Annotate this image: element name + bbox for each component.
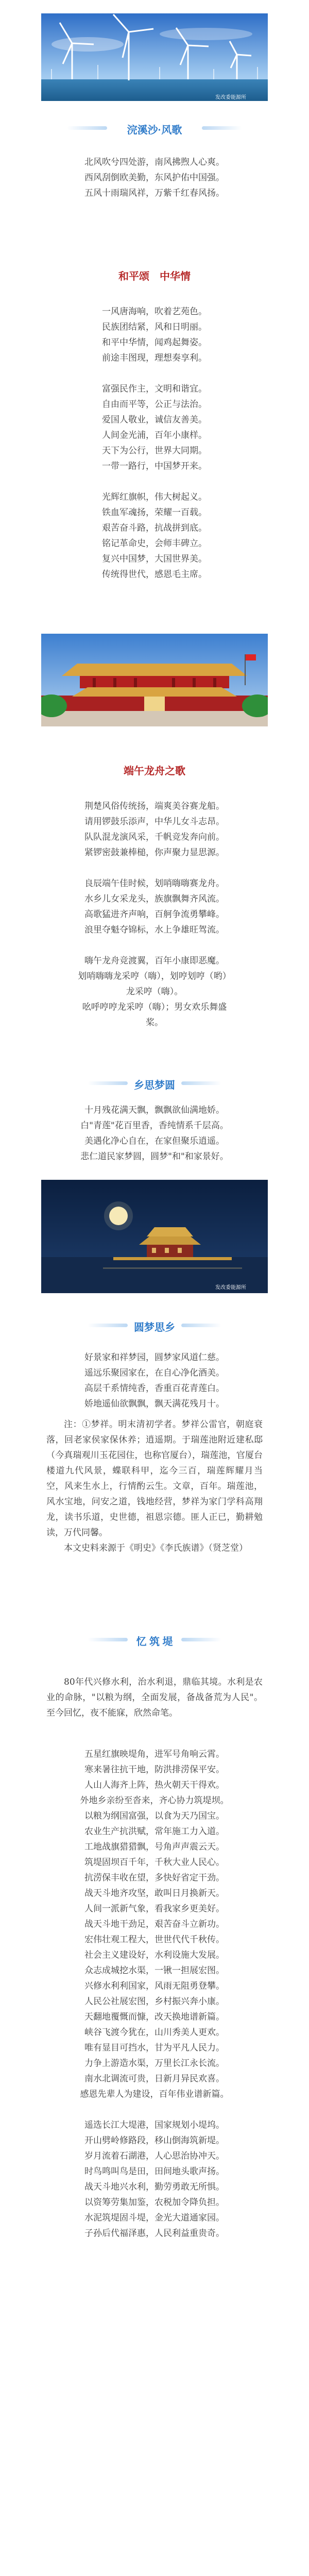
poem-line: 荆楚风俗传统扬，端爽美谷赛龙船。 — [84, 801, 225, 811]
poem-line: 铁血军魂扬，荣耀一百载。 — [102, 507, 207, 518]
poem-line: 子孙后代福泽惠，人民利益重贵奇。 — [84, 2228, 225, 2239]
poem-line: 抗涝保丰收在望，多快好省定干劲。 — [84, 1873, 225, 1883]
source-citation: 本文史料来源于《明史》《李氏族谱》（贤芝堂） — [64, 1543, 248, 1553]
poem-line: 外地乡亲纷至沓来，齐心协力筑堤坝。 — [80, 1795, 229, 1806]
poem-line: 社会主义建设好，水利设施大发展。 — [84, 1950, 225, 1960]
poem-line: 工地战旗猎猎飘，号角声声震云天。 — [84, 1842, 225, 1852]
poem-line: 高歌猛进齐声响，百舸争流勇攀峰。 — [84, 909, 225, 920]
poem-line: 民族团结紧，风和日明丽。 — [102, 322, 207, 332]
poem-line: 一带一路行，中国梦开来。 — [102, 461, 207, 471]
poem-line: 嗨午龙舟竞渡翼，百年小康即恶魔。 — [84, 956, 225, 966]
dike-intro — [46, 1674, 263, 1721]
heading-decoration-right — [181, 1324, 221, 1327]
poem-line: 西风刮倒欧美勤，东风护佑中国强。 — [84, 173, 225, 183]
poem-line: 前途丰图现，理想奏享利。 — [102, 353, 207, 363]
intro-paragraph: 80年代兴修水利，治水利退，鼎临其境。水利是农业的命脉，"以粮为纲，全面发展，备战备荒为人民"。至今回忆，夜不能寐，欣然命笔。 — [46, 1677, 263, 1718]
poem-dragon-boat — [0, 799, 309, 1030]
moon-pavilion-illustration — [41, 1180, 268, 1293]
section-title: 浣溪沙·风歌 — [127, 125, 182, 136]
poem-line: 五星红旗映堤角，进军号角响云霄。 — [84, 1749, 225, 1759]
poem-line: 宏伟壮观工程大，世世代代千秋传。 — [84, 1935, 225, 1945]
poem-line: 遥远乐聚园家在，在自心净化酒美。 — [84, 1368, 225, 1378]
moon-pavilion-photo — [41, 1180, 268, 1293]
tiananmen-illustration — [41, 634, 268, 726]
poem-line: 爱国人敬业，诚信友善美。 — [102, 415, 207, 425]
poem-line: 好景家和祥梦园，圆梦家风道仁慈。 — [84, 1352, 225, 1363]
poem-line: 请用锣鼓乐添声，中华儿女斗志昂。 — [84, 817, 225, 827]
poem-line: 力争上游造水渠，万里长江永长流。 — [84, 2058, 225, 2069]
poem-line: 美遇化净心自在，在家但聚乐逍遥。 — [84, 1136, 225, 1146]
poem-line: 水泥筑堤固斗堤，金光大道通家园。 — [84, 2213, 225, 2223]
poem-line: 一风唐海响，吹着艺苑色。 — [102, 307, 207, 317]
poem-line: 开山劈岭修路段，移山倒海筑新堤。 — [84, 2136, 225, 2146]
poem-line: 水乡儿女采龙头，族旗飘舞齐风流。 — [84, 894, 225, 904]
poem-peace-ode — [0, 304, 309, 582]
poem-line: 众志成城挖水渠，一锹一担展宏图。 — [84, 1965, 225, 1976]
poem-line: 天翻地覆慨而慷，改天换地谱新篇。 — [84, 2012, 225, 2022]
section-heading-dike — [0, 1633, 309, 1647]
photo-watermark: 发改委能源所 — [215, 1285, 246, 1291]
annotation-paragraph: 注：①梦祥。明末清初学者。梦祥公雷官，朝庭衰落，回老家侯家保休养；逍遥期。于瑞莲池附近建私邸（今真瑞观川玉花园住，也称官厦台），瑞莲池，官厦台楼道九代风景，蝶联科甲，迄今三百，瑞莲辉耀月当空，风来生水上，行情酌云生。文章，百年。瑞莲池，风水宝地，问安之道，钱地经营，梦祥为家门学科高翔龙，读书乐道，史世德，祖恩宗德。匪人正已，勤耕勉读，万代同馨。 — [46, 1419, 263, 1538]
poem-line: 人民公社展宏图，乡村振兴奔小康。 — [84, 1996, 225, 2007]
heading-decoration-right — [181, 1081, 221, 1085]
poem-line: 铭记革命史，会师丰碑立。 — [102, 538, 207, 549]
poem-line: 和平中华情，闻鸡起舞姿。 — [102, 337, 207, 348]
wind-turbine-illustration — [41, 13, 268, 101]
poem-line: 遥选长江大堤港，国家规划小堤坞。 — [84, 2120, 225, 2130]
poem-line: 唯有显目可挡水，甘为平凡人民力。 — [84, 2043, 225, 2053]
poem-line: 峡谷飞渡今犹在，山川秀美人更欢。 — [84, 2027, 225, 2038]
poem-line: 光辉红旗帜，伟大树起义。 — [102, 492, 207, 502]
poem-line: 时鸟鸣叫鸟是田，田间地头歌声扬。 — [84, 2166, 225, 2177]
poem-line: 吆呼哼哼龙采哼（嗨）；男女欢乐舞盛 — [82, 1002, 227, 1012]
poem-line: 良辰端午佳时候，划哨嗨嗨赛龙舟。 — [84, 878, 225, 889]
poem-line: 五风十雨瑞风祥，万紫千红春风扬。 — [84, 188, 225, 198]
poem-line: 岁月流着石湖港，人心思治协冲天。 — [84, 2151, 225, 2161]
poem-wind-song — [0, 155, 309, 201]
poem-line: 十月残花满天飘，飘飘欲仙满地娇。 — [84, 1105, 225, 1115]
poem-dream-home — [0, 1350, 309, 1412]
section-title: 圆梦思乡 — [134, 1322, 175, 1333]
poem-line: 筑堤固坝百千年，千秋大业人民心。 — [84, 1857, 225, 1868]
section-title-dragon-boat: 端午龙舟之歌 — [124, 766, 185, 777]
poem-line: 白"青莲"花百里香，香纯情系千层高。 — [80, 1121, 229, 1131]
section-heading-wind-song — [0, 122, 309, 135]
poem-line: 人山人海齐上阵，热火朝天干得欢。 — [84, 1780, 225, 1790]
poem-line: 感恩先辈人为建设，百年伟业谱新篇。 — [80, 2089, 229, 2099]
poem-line: 人间一派新气象，看我家乡更美好。 — [84, 1904, 225, 1914]
poem-line: 悲仁道民家梦圆，圆梦"和"和家景好。 — [80, 1151, 229, 1162]
poem-line: 天下为公行，世界大同期。 — [102, 446, 207, 456]
poem-line: 战天斗地兴水利，勤劳勇敢无所惧。 — [84, 2182, 225, 2192]
poem-line: 划哨嗨嗨龙采哼（嗨），划哼划哼（哟） — [78, 971, 231, 981]
poem-line: 战天斗地干劲足，艰苦奋斗立新功。 — [84, 1919, 225, 1929]
tiananmen-photo — [41, 634, 268, 726]
poem-line: 农业生产抗洪赋，常年施工力入道。 — [84, 1826, 225, 1837]
poem-line: 复兴中国梦，大国世界美。 — [102, 554, 207, 564]
poem-line: 以资筹劳集加鉴，农税加令降负担。 — [84, 2197, 225, 2208]
poem-line: 北风吹兮四处游，南风拂煦人心爽。 — [84, 157, 225, 167]
section-title: 忆 筑 堤 — [136, 1636, 173, 1648]
poem-line: 队队混龙演风采，千帆竞发奔向前。 — [84, 832, 225, 842]
poem-line: 紧锣密鼓兼棒槌，你声聚力显思源。 — [84, 848, 225, 858]
poem-line: 寒来暑往抗干地，防洪排涝保平安。 — [84, 1765, 225, 1775]
poem-line: 浪里夺魁夺锦标，水上争雄旺驾流。 — [84, 925, 225, 935]
section-heading-dream-home — [0, 1319, 309, 1332]
poem-dike — [0, 1747, 309, 2241]
poem-line: 南水北调流可贵，日新月异民欢喜。 — [84, 2074, 225, 2084]
poem-line: 自由而平等，公正与法治。 — [102, 399, 207, 410]
poem-line: 以粮为纲国富强，以食为天乃国宝。 — [84, 1811, 225, 1821]
poem-homesick — [0, 1103, 309, 1164]
section-title: 乡思梦圆 — [134, 1080, 175, 1091]
poem-line: 战天斗地齐攻坚，敢叫日月换新天。 — [84, 1888, 225, 1899]
section-heading-homesick — [0, 1077, 309, 1090]
poem-line: 兴修水利利国家，风雨无阻勇登攀。 — [84, 1981, 225, 1991]
poem-line: 龙采哼（嗨）。 — [126, 987, 183, 997]
annotation-note — [46, 1417, 263, 1556]
photo-watermark: 发改委能源所 — [215, 95, 246, 100]
poem-line: 传统得世代，感恩毛主席。 — [102, 569, 207, 580]
poem-line: 人间金光浦，百年小康样。 — [102, 430, 207, 440]
poem-line: 高层千系情纯香，香重百花青莲白。 — [84, 1383, 225, 1394]
heading-decoration-right — [202, 126, 242, 130]
wind-turbine-photo — [41, 13, 268, 101]
poem-line: 桨。 — [146, 1018, 163, 1028]
section-title-peace-ode: 和平颂 中华情 — [118, 271, 191, 282]
poem-line: 娇地遥仙欲飘飘，飘天满花残月十。 — [84, 1399, 225, 1409]
poem-line: 富强民作主，文明和谐宜。 — [102, 384, 207, 394]
heading-decoration-right — [181, 1638, 221, 1641]
poem-line: 艰苦奋斗路，抗战拼到底。 — [102, 523, 207, 533]
